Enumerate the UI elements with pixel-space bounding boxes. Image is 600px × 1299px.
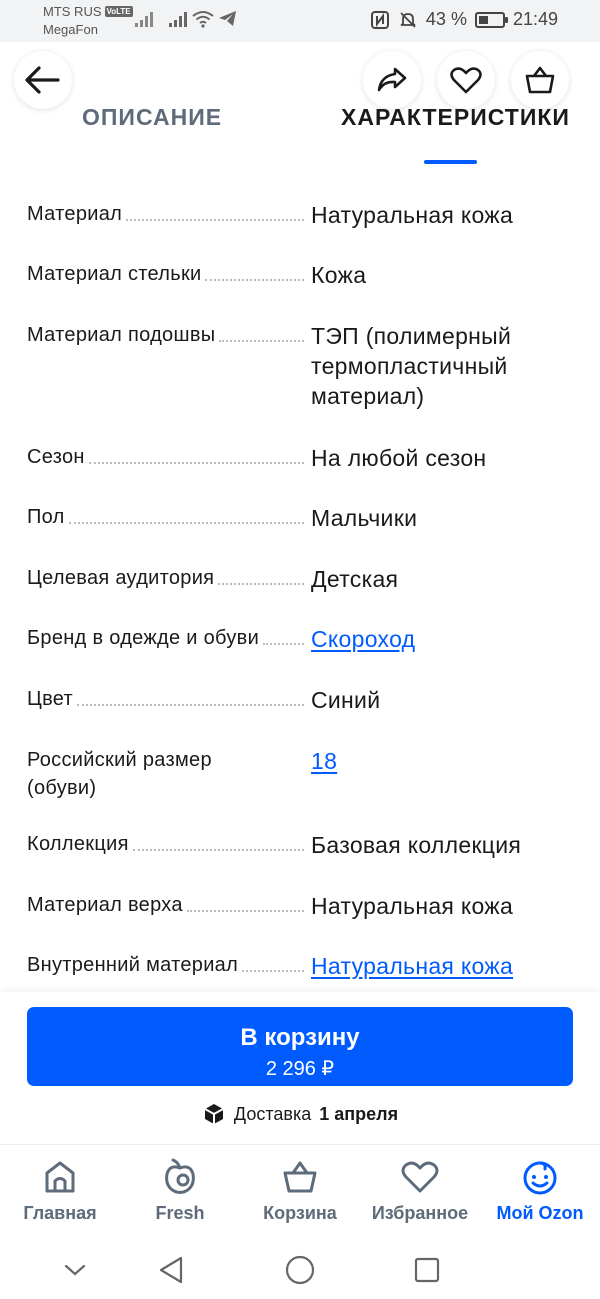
spec-value: Детская bbox=[311, 566, 399, 592]
nav-label: Fresh bbox=[155, 1203, 205, 1223]
delivery-date: 1 апреля bbox=[319, 1103, 399, 1124]
spec-value: На любой сезон bbox=[311, 445, 487, 471]
cart-icon bbox=[282, 1160, 318, 1194]
spec-name: Материал подошвы bbox=[27, 324, 216, 346]
chevron-down-icon bbox=[63, 1262, 87, 1278]
triangle-back-icon bbox=[157, 1255, 185, 1285]
spec-name: Коллекция bbox=[27, 833, 129, 855]
heart-icon bbox=[401, 1160, 439, 1194]
tab-characteristics[interactable]: ХАРАКТЕРИСТИКИ bbox=[341, 104, 570, 130]
bottom-nav bbox=[0, 1144, 600, 1238]
price: 2 296 ₽ bbox=[265, 1058, 335, 1080]
box-icon bbox=[202, 1102, 226, 1126]
carrier-name: MTS RUS bbox=[43, 4, 102, 19]
carrier-primary bbox=[43, 4, 133, 19]
cart-area bbox=[0, 992, 600, 1144]
inner-material-link[interactable]: Натуральная кожа bbox=[311, 953, 514, 979]
system-home-button[interactable] bbox=[282, 1252, 318, 1288]
spec-name: Целевая аудитория bbox=[27, 567, 215, 589]
add-to-cart-label: В корзину bbox=[240, 1024, 360, 1051]
status-bar bbox=[0, 0, 600, 42]
clock: 21:49 bbox=[512, 9, 558, 29]
brand-link[interactable]: Скороход bbox=[311, 626, 416, 652]
tab-description[interactable]: ОПИСАНИЕ bbox=[82, 104, 223, 130]
size-link[interactable]: 18 bbox=[311, 748, 338, 774]
back-button[interactable] bbox=[14, 51, 72, 109]
share-button[interactable] bbox=[363, 51, 421, 109]
bell-off-icon bbox=[398, 10, 418, 30]
system-recents-button[interactable] bbox=[409, 1252, 445, 1288]
nav-label: Избранное bbox=[371, 1203, 469, 1223]
battery-fill bbox=[479, 16, 488, 24]
smiley-icon bbox=[521, 1158, 559, 1196]
spec-name: Материал верха bbox=[27, 894, 183, 916]
nav-label: Мой Ozon bbox=[496, 1203, 584, 1223]
spec-value: ТЭП (полимерный термопластичный материал) bbox=[311, 323, 512, 409]
nav-my-ozon[interactable] bbox=[480, 1155, 600, 1224]
spec-name: Пол bbox=[27, 506, 65, 528]
spec-name: Материал bbox=[27, 203, 123, 225]
spec-value: Кожа bbox=[311, 262, 367, 288]
wifi-icon bbox=[192, 10, 214, 28]
spec-name: Внутренний материал bbox=[27, 954, 239, 976]
fresh-icon bbox=[162, 1158, 198, 1196]
spec-value: Базовая коллекция bbox=[311, 832, 522, 858]
nav-home[interactable] bbox=[0, 1155, 120, 1224]
system-nav bbox=[0, 1238, 600, 1299]
circle-home-icon bbox=[284, 1254, 316, 1286]
battery-percent: 43 % bbox=[425, 9, 467, 29]
nav-cart[interactable] bbox=[240, 1155, 360, 1224]
spec-value: Натуральная кожа bbox=[311, 202, 514, 228]
square-recents-icon bbox=[413, 1256, 441, 1284]
cart-header-button[interactable] bbox=[511, 51, 569, 109]
active-tab-indicator bbox=[424, 160, 477, 164]
heart-icon bbox=[450, 66, 482, 94]
system-back-button[interactable] bbox=[153, 1252, 189, 1288]
spec-value: Мальчики bbox=[311, 505, 418, 531]
volte-badge: VoLTE bbox=[106, 7, 131, 16]
spec-value: Натуральная кожа bbox=[311, 893, 514, 919]
arrow-left-icon bbox=[24, 65, 62, 95]
hide-keyboard-button[interactable] bbox=[57, 1252, 93, 1288]
add-to-cart-button[interactable] bbox=[27, 1007, 573, 1086]
status-right bbox=[370, 9, 558, 30]
tabs bbox=[0, 104, 600, 144]
carrier-secondary: MegaFon bbox=[43, 22, 98, 37]
product-header bbox=[0, 42, 600, 172]
signal-icon bbox=[134, 10, 154, 28]
spec-name: Материал стельки bbox=[27, 263, 202, 285]
signal-icon-2 bbox=[168, 10, 188, 28]
battery-icon bbox=[475, 12, 505, 28]
spec-name: Цвет bbox=[27, 688, 74, 710]
nav-favorites[interactable] bbox=[360, 1155, 480, 1224]
spec-value: Синий bbox=[311, 687, 381, 713]
delivery-info bbox=[0, 1102, 600, 1126]
share-icon bbox=[376, 66, 408, 94]
basket-icon bbox=[524, 65, 556, 95]
spec-name: Сезон bbox=[27, 446, 85, 468]
favorite-button[interactable] bbox=[437, 51, 495, 109]
nav-fresh[interactable] bbox=[120, 1155, 240, 1224]
telegram-icon bbox=[218, 10, 238, 28]
nav-label: Корзина bbox=[263, 1203, 337, 1223]
nfc-icon bbox=[370, 10, 390, 30]
spec-name: Российский размер (обуви) bbox=[27, 749, 212, 799]
nav-label: Главная bbox=[23, 1203, 97, 1223]
delivery-prefix: Доставка bbox=[233, 1103, 312, 1124]
spec-name: Бренд в одежде и обуви bbox=[27, 627, 260, 649]
home-icon bbox=[42, 1159, 78, 1195]
